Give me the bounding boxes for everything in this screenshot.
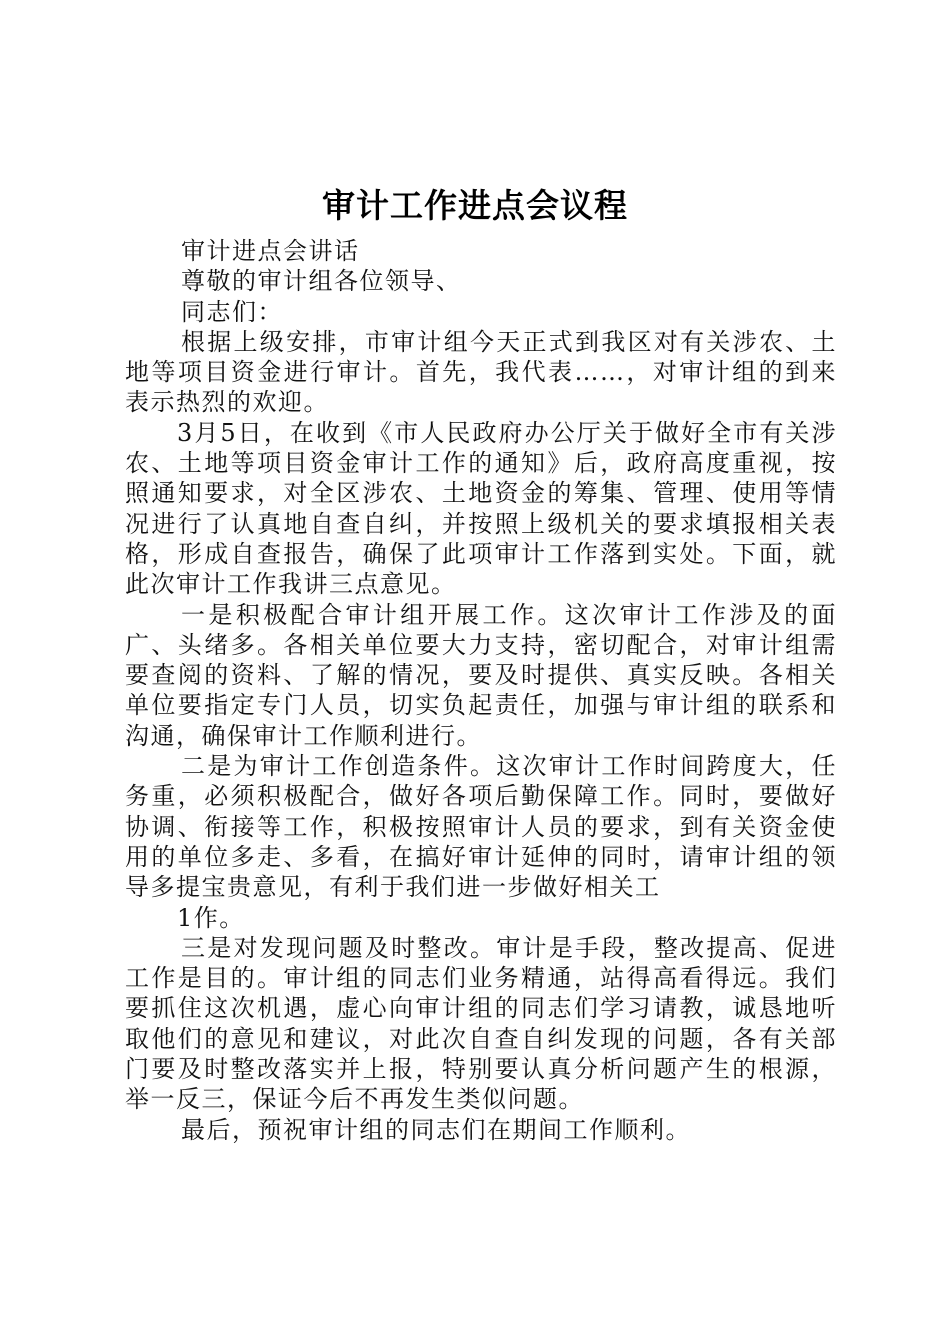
paragraph-salutation-comrades: 同志们： [181, 297, 283, 326]
paragraph-point-two: 二是为审计工作创造条件。这次审计工作时间跨度大，任务重，必须积极配合，做好各项后勤保障工作。同时，要做好协调、衔接等工作，积极按照审计人员的要求，到有关资金使用的单位多走、多看，在搞好审计延伸的同时，请审计组的领导多提宝贵意见，有利于我们进一步做好相关工 [125, 752, 837, 902]
paragraph-closing: 最后，预祝审计组的同志们在期间工作顺利。 [181, 1115, 691, 1144]
paragraph-welcome: 根据上级安排，市审计组今天正式到我区对有关涉农、土地等项目资金进行审计。首先，我代表……，对审计组的到来表示热烈的欢迎。 [125, 327, 837, 417]
paragraph-page-break-fragment: 1作。 [177, 903, 245, 932]
paragraph-background: 3月5日，在收到《市人民政府办公厅关于做好全市有关涉农、土地等项目资金审计工作的通知》后，政府高度重视，按照通知要求，对全区涉农、土地资金的筹集、管理、使用等情况进行了认真地自查自纠，并按照上级机关的要求填报相关表格，形成自查报告，确保了此项审计工作落到实处。下面，就此次审计工作我讲三点意见。 [125, 418, 837, 599]
paragraph-point-three: 三是对发现问题及时整改。审计是手段，整改提高、促进工作是目的。审计组的同志们业务精通，站得高看得远。我们要抓住这次机遇，虚心向审计组的同志们学习请教，诚恳地听取他们的意见和建议，对此次自查自纠发现的问题，各有关部门要及时整改落实并上报，特别要认真分析问题产生的根源，举一反三，保证今后不再发生类似问题。 [125, 933, 837, 1114]
document-title: 审计工作进点会议程 [322, 186, 628, 225]
paragraph-salutation: 尊敬的审计组各位领导、 [181, 267, 462, 296]
document-body [125, 236, 837, 1145]
paragraph-point-one: 一是积极配合审计组开展工作。这次审计工作涉及的面广、头绪多。各相关单位要大力支持，密切配合，对审计组需要查阅的资料、了解的情况，要及时提供、真实反映。各相关单位要指定专门人员，切实负起责任，加强与审计组的联系和沟通，确保审计工作顺利进行。 [125, 600, 837, 750]
paragraph-speech-heading: 审计进点会讲话 [181, 237, 360, 265]
